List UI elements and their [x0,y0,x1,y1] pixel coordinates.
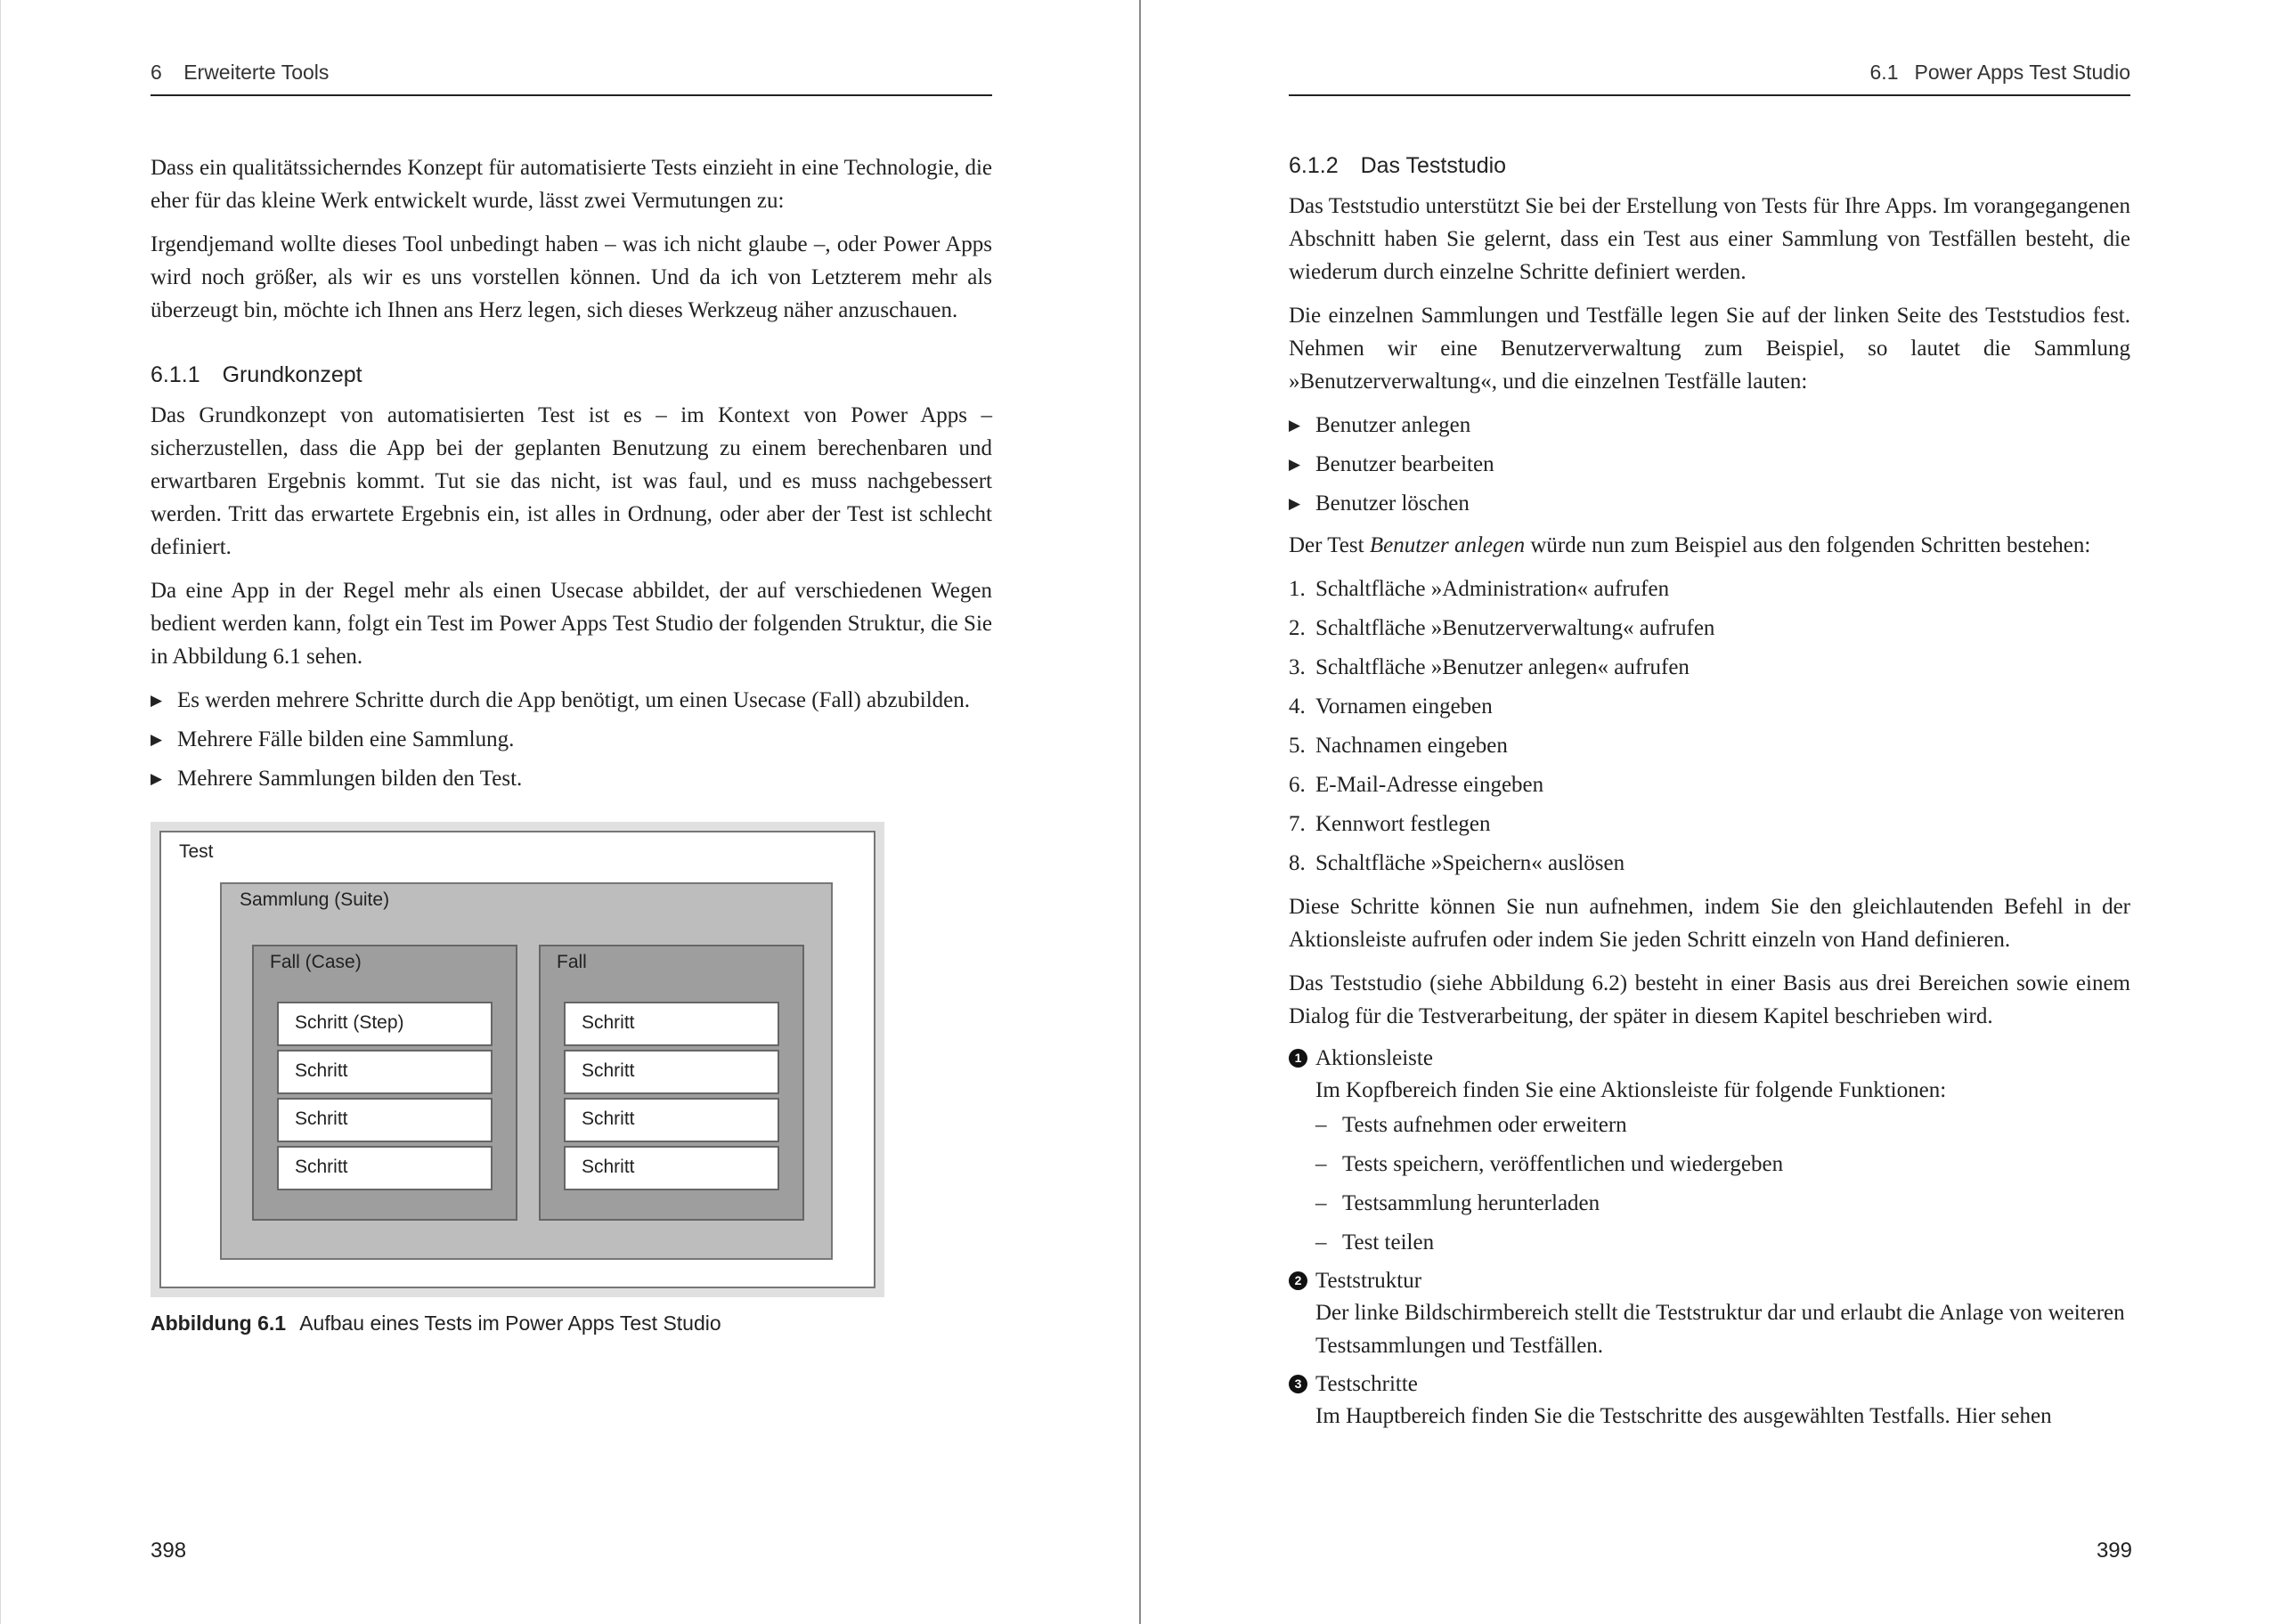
right-text-column [1289,151,2130,1440]
figure-caption [151,1311,992,1336]
list-item [1289,808,2130,840]
callout-text: Der linke Bildschirmbereich stellt die Teststruktur dar und erlaubt die Anlage von weiteren Testsammlungen und Testfällen. [1315,1301,2125,1358]
dash-bullet-icon: – [1315,1230,1327,1255]
list-item-text: Nachnamen eingeben [1315,734,1508,758]
section-number: 6.1.1 [151,362,200,387]
figure-step-box [564,1002,779,1046]
section-title: Grundkonzept [222,362,362,387]
list-item [1289,409,2130,442]
figure-step-label: Schritt [295,1060,348,1081]
numbered-list [1289,572,2130,880]
triangle-bullet-icon: ▶ [1289,417,1301,434]
figure-caption-text: Aufbau eines Tests im Power Apps Test Studio [299,1311,721,1335]
right-page [1141,0,2280,1624]
section-title: Das Teststudio [1360,153,1507,178]
bullet-list [151,684,992,795]
list-item-text: Tests speichern, veröffentlichen und wiedergeben [1342,1152,1784,1176]
figure-step-label: Schritt (Step) [295,1012,404,1033]
figure-case-label: Fall (Case) [270,952,362,972]
header-rule [1289,94,2130,96]
list-item [1315,1148,2130,1181]
triangle-bullet-icon: ▶ [151,770,163,787]
callout-title: Teststruktur [1315,1269,1422,1293]
figure-step-box [277,1002,493,1046]
figure-caption-label: Abbildung 6.1 [151,1311,287,1335]
triangle-bullet-icon: ▶ [1289,456,1301,473]
callout-text: Im Hauptbereich finden Sie die Testschritte des ausgewählten Testfalls. Hier sehen [1315,1404,2052,1428]
list-item-text: Mehrere Fälle bilden eine Sammlung. [177,727,515,751]
body-paragraph: Die einzelnen Sammlungen und Testfälle legen Sie auf der linken Seite des Teststudios fest. Nehmen wir eine Benutzerverwaltung zum Beispiel, so lautet die Sammlung »Benutzerverwaltung«, und die einzelnen Testfälle lauten: [1289,304,2130,394]
figure-step-box [564,1050,779,1094]
figure-step-box [277,1050,493,1094]
intro-paragraph: Dass ein qualitätssicherndes Konzept für automatisierte Tests einzieht in eine Technologie, die eher für das kleine Werk entwickelt wurde, lässt zwei Vermutungen zu: [151,156,992,213]
left-page [0,0,1139,1624]
section-heading [1289,153,2130,179]
section-number: 6.1 [1869,61,1899,84]
figure-step-label: Schritt [582,1157,635,1177]
list-item-text: Vornamen eingeben [1315,694,1493,719]
item-number: 4. [1289,694,1306,719]
callout-test-steps [1289,1369,2130,1433]
list-item-text: Testsammlung herunterladen [1342,1191,1600,1215]
item-number: 1. [1289,577,1306,601]
list-item-text: Schaltfläche »Benutzerverwaltung« aufrufen [1315,616,1715,640]
intro-paragraph: Irgendjemand wollte dieses Tool unbedingt haben – was ich nicht glaube –, oder Power Apps wird noch größer, als wir es uns vorstellen können. Und da ich von Letzterem mehr als überzeugt bin, möchte ich Ihnen ans Herz legen, sich dieses Werkzeug näher anzuschauen. [151,232,992,322]
list-item-text: Test teilen [1342,1230,1435,1255]
figure-case-box [539,945,804,1221]
test-structure-figure [151,822,884,1297]
list-item-text: Benutzer löschen [1315,491,1470,516]
body-paragraph: Das Grundkonzept von automatisierten Test ist es – im Kontext von Power Apps – sicherzustellen, dass die App bei der geplanten Benutzung zu einem berechenbaren und erwartbaren Ergebnis kommt. Tut sie das nicht, ist was faul, und es muss nachgebessert werden. Tritt das erwartete Ergebnis ein, ist alles in Ordnung, oder aber der Test ist schlecht definiert. [151,403,992,559]
callout-title: Testschritte [1315,1372,1418,1396]
figure-step-label: Schritt [582,1012,635,1033]
list-item [1289,729,2130,762]
list-item-text: Schaltfläche »Benutzer anlegen« aufrufen [1315,655,1690,679]
list-item [1315,1226,2130,1259]
figure-step-box [277,1098,493,1142]
figure-case-box [252,945,517,1221]
item-number: 5. [1289,734,1306,758]
list-item-text: E-Mail-Adresse eingeben [1315,773,1544,797]
list-item-text: Mehrere Sammlungen bilden den Test. [177,767,523,791]
page-number: 399 [2096,1539,2132,1563]
item-number: 6. [1289,773,1306,797]
list-item-text: Es werden mehrere Schritte durch die App benötigt, um einen Usecase (Fall) abzubilden. [177,688,970,712]
dash-bullet-icon: – [1315,1152,1327,1176]
list-item [1289,690,2130,723]
section-number: 6.1.2 [1289,153,1339,178]
callout-heading [1289,1043,2130,1074]
item-number: 3. [1289,655,1306,679]
dash-bullet-icon: – [1315,1191,1327,1215]
number-badge-icon: 2 [1289,1271,1307,1290]
list-item-text: Benutzer bearbeiten [1315,452,1494,476]
list-item [151,762,992,795]
running-header-left [151,61,329,85]
figure-test-label: Test [179,841,214,862]
figure-step-box [564,1146,779,1190]
triangle-bullet-icon: ▶ [151,731,163,748]
triangle-bullet-icon: ▶ [1289,495,1301,512]
callout-text: Im Kopfbereich finden Sie eine Aktionsleiste für folgende Funktionen: [1315,1078,1947,1102]
list-item [151,684,992,717]
section-heading [151,362,992,388]
list-item-text: Benutzer anlegen [1315,413,1471,437]
figure-test-box [159,831,875,1288]
list-item [1289,768,2130,801]
body-paragraph [1289,529,2130,562]
list-item-text: Schaltfläche »Administration« aufrufen [1315,577,1670,601]
header-rule [151,94,992,96]
number-badge-icon: 3 [1289,1375,1307,1393]
body-paragraph: Diese Schritte können Sie nun aufnehmen, indem Sie den gleichlautenden Befehl in der Aktionsleiste aufrufen oder indem Sie jeden Schritt einzeln von Hand definieren. [1289,895,2130,952]
bullet-list [1289,409,2130,520]
list-item [151,723,992,756]
figure-step-label: Schritt [295,1157,348,1177]
figure-step-label: Schritt [295,1108,348,1129]
list-item [1315,1108,2130,1141]
list-item [1289,612,2130,645]
item-number: 7. [1289,812,1306,836]
dash-list [1315,1108,2130,1259]
figure-suite-label: Sammlung (Suite) [240,889,390,910]
running-header-right [1289,61,2130,85]
dash-bullet-icon: – [1315,1113,1327,1137]
callout-heading [1289,1369,2130,1400]
callout-title: Aktionsleiste [1315,1046,1433,1070]
callout-test-structure [1289,1266,2130,1362]
text-run: würde nun zum Beispiel aus den folgenden Schritten bestehen: [1525,533,2091,557]
callout-heading [1289,1266,2130,1296]
text-run: Der Test [1289,533,1370,557]
list-item-text: Tests aufnehmen oder erweitern [1342,1113,1627,1137]
chapter-title: Erweiterte Tools [183,61,330,84]
left-text-column [151,151,992,1336]
figure-suite-box [220,882,833,1260]
emphasis-text: Benutzer anlegen [1369,533,1526,557]
page-number: 398 [151,1539,187,1563]
item-number: 2. [1289,616,1306,640]
section-title: Power Apps Test Studio [1914,61,2130,84]
chapter-number: 6 [151,61,162,84]
triangle-bullet-icon: ▶ [151,692,163,709]
figure-step-box [564,1098,779,1142]
list-item [1315,1187,2130,1220]
figure-case-label: Fall [557,952,587,972]
list-item [1289,572,2130,605]
list-item [1289,487,2130,520]
list-item-text: Schaltfläche »Speichern« auslösen [1315,851,1625,875]
item-number: 8. [1289,851,1306,875]
body-paragraph: Das Teststudio unterstützt Sie bei der Erstellung von Tests für Ihre Apps. Im vorangegangenen Abschnitt haben Sie gelernt, dass ein Test aus einer Sammlung von Testfällen besteht, die wiederum durch einzelne Schritte definiert werden. [1289,194,2130,284]
list-item [1289,651,2130,684]
figure-step-label: Schritt [582,1060,635,1081]
callout-action-bar [1289,1043,2130,1259]
body-paragraph: Da eine App in der Regel mehr als einen Usecase abbildet, der auf verschiedenen Wegen bedient werden kann, folgt ein Test im Power Apps Test Studio der folgenden Struktur, die Sie in Abbildung 6.1 sehen. [151,579,992,669]
list-item-text: Kennwort festlegen [1315,812,1491,836]
list-item [1289,847,2130,880]
figure-step-label: Schritt [582,1108,635,1129]
number-badge-icon: 1 [1289,1049,1307,1068]
body-paragraph: Das Teststudio (siehe Abbildung 6.2) besteht in einer Basis aus drei Bereichen sowie einem Dialog für die Testverarbeitung, der später in diesem Kapitel beschrieben wird. [1289,971,2130,1028]
figure-step-box [277,1146,493,1190]
list-item [1289,448,2130,481]
